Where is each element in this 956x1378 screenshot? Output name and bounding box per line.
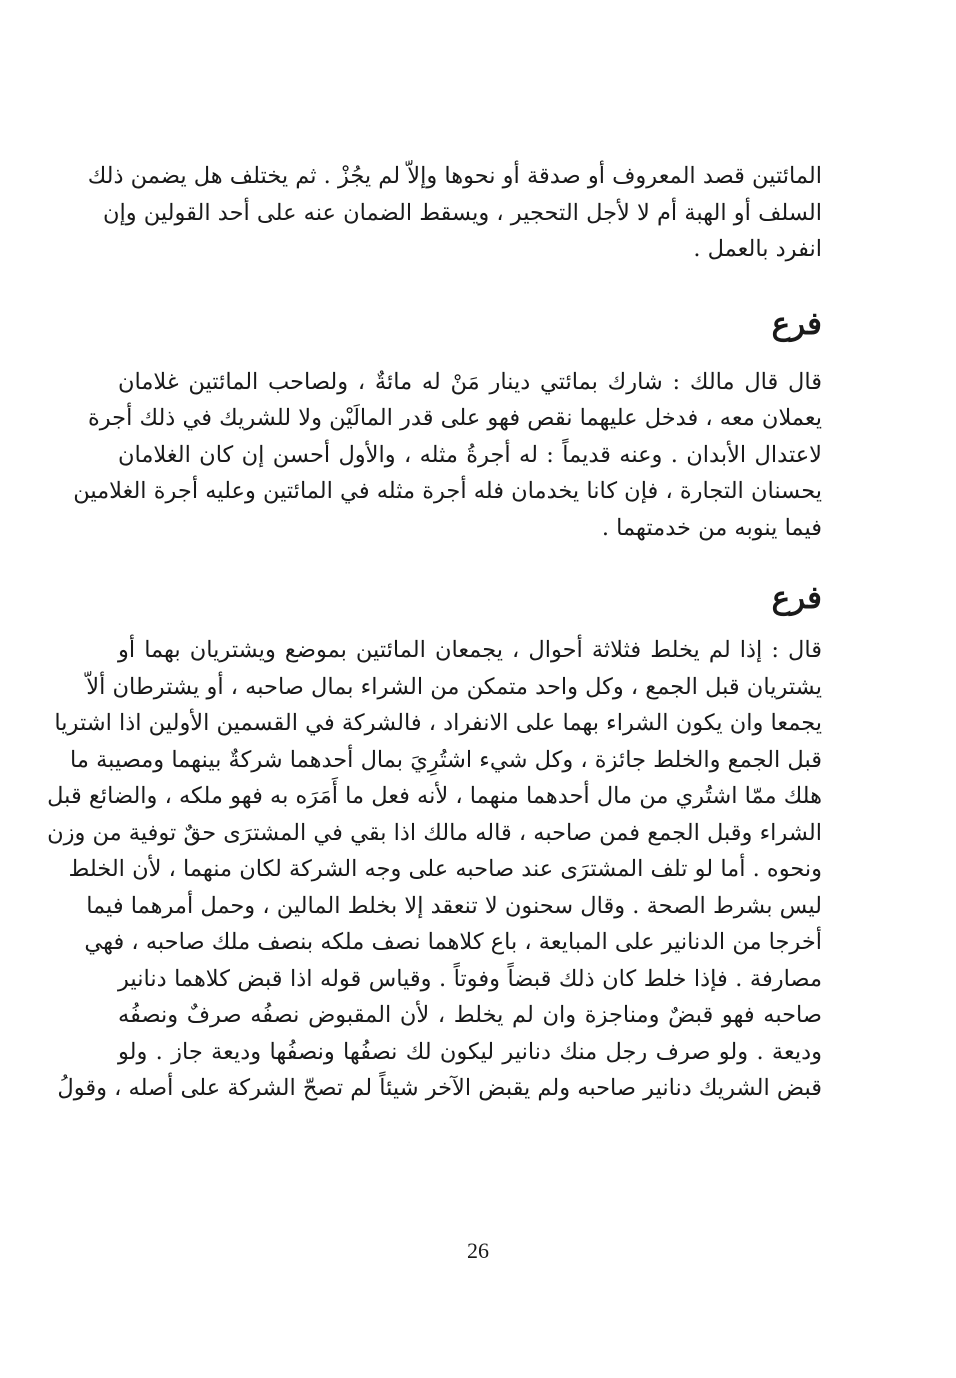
text-line: يشتريان قبل الجمع ، وكل واحد متمكن من الشراء بمال صاحبه ، أو يشترطان ألاّ (86, 673, 822, 700)
text-line: قبض الشريك دنانير صاحبه ولم يقبض الآخر شيئاً لم تصحّ الشركة على أصله ، وقولُ (57, 1075, 822, 1101)
text-line: هلك ممّا اشتُري من مال أحدهما منهما ، لأنه فعل ما أَمَرَه به فهو ملكه ، والضائع قبل (47, 783, 822, 809)
text-line: صاحبه فهو قبضٌ ومناجزة وان لم يخلط ، لأن المقبوض نصفُه صرفٌ ونصفُه (118, 1002, 822, 1028)
text-line: ونحوه . أما لو تلف المشترَى عند صاحبه على وجه الشركة لكان منهما ، لأن الخلط (68, 856, 822, 882)
text-line: ليس بشرط الصحة . وقال سحنون لا تنعقد إلا بخلط المالين ، وحمل أمرهما فيما (86, 892, 822, 919)
section-heading: فرع (771, 580, 822, 616)
paragraph-1 (87, 158, 822, 268)
text-line: يجمعا وان يكون الشراء بهما على الانفراد ، فالشركة في القسمين الأولين اذا اشتريا (54, 710, 822, 736)
paragraph-3 (47, 632, 822, 1107)
text-line: السلف أو الهبة أم لا لأجل التحجير ، ويسقط الضمان عنه على أحد القولين وإن (102, 199, 822, 226)
text-line: يحسنان التجارة ، فإن كانا يخدمان فله أجرة مثله في المائتين وعليه أجرة الغلامين (73, 478, 822, 504)
paragraph-2 (73, 364, 822, 547)
text-line: قبل الجمع والخلط جائزة ، وكل شيء اشتُرِيَ بمال أحدهما شركةٌ بينهما ومصيبة ما (70, 746, 822, 773)
text-line: قال : إذا لم يخلط فثلاثة أحوال ، يجمعان المائتين بموضع ويشتريان بهما أو (118, 637, 822, 663)
text-line: لاعتدال الأبدان . وعنه قديماً : له أجرةُ مثله ، والأول أحسن إن كان الغلامان (118, 441, 822, 468)
text-line: أخرجا من الدنانير على المبايعة ، باع كلاهما نصف ملكه بنصف ملك صاحبه ، فهي (84, 929, 822, 955)
text-line: قال قال مالك : شارك بمائتي دينار مَنْ له مائةٌ ، ولصاحب المائتين غلامان (118, 368, 822, 395)
page-number: 26 (467, 1238, 489, 1263)
text-line: مصارفة . فإذا خلط كان ذلك قبضاً وفوتاً . وقياس قوله اذا قبض كلاهما دنانير (118, 965, 822, 992)
text-line: الشراء وقبل الجمع فمن صاحبه ، قاله مالك اذا بقي في المشترَى حقٌ توفية من وزن (47, 819, 822, 846)
text-line: يعملان معه ، فدخل عليهما نقص فهو على قدر المالَيْن ولا للشريك في ذلك أجرة (87, 405, 822, 431)
section-heading: فرع (771, 305, 822, 342)
text-line: فيما ينوبه من خدمتهما . (601, 514, 822, 541)
page-body (47, 158, 822, 1107)
text-line: المائتين قصد المعروف أو صدقة أو نحوها وإلاّ لم يجُزْ . ثم يختلف هل يضمن ذلك (87, 163, 822, 189)
text-line: وديعة . ولو صرف رجل منك دنانير ليكون لك نصفُها ونصفُها وديعة جاز . ولو (118, 1038, 822, 1065)
text-line: انفرد بالعمل . (693, 236, 822, 262)
